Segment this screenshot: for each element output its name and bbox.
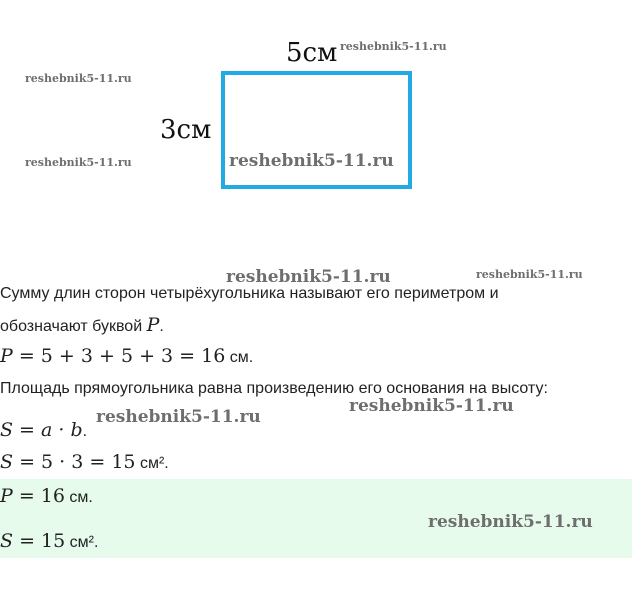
solution-line-1: Сумму длин сторон четырёхугольника называют его периметром и (0, 285, 499, 302)
watermark: reshebnik5-11.ru (349, 396, 514, 416)
perimeter-expression: = 5 + 3 + 5 + 3 = 16 (12, 345, 226, 367)
solution-line-2 (0, 314, 164, 336)
unit: см. (64, 489, 93, 506)
area-formula (0, 419, 87, 441)
watermark: reshebnik5-11.ru (340, 40, 447, 53)
perimeter-calculation (0, 345, 253, 367)
unit: см. (225, 349, 254, 366)
var-s: S (0, 530, 14, 552)
period: . (159, 318, 164, 335)
area-calculation (0, 451, 169, 473)
area-formula-expression: S = a · b (0, 419, 83, 441)
watermark: reshebnik5-11.ru (25, 72, 132, 85)
var-p: P (0, 345, 13, 367)
watermark: reshebnik5-11.ru (96, 407, 261, 427)
watermark: reshebnik5-11.ru (229, 151, 394, 171)
unit: см². (135, 455, 169, 472)
answer-area (0, 530, 98, 552)
answer-perimeter (0, 485, 93, 507)
watermark: reshebnik5-11.ru (25, 156, 132, 169)
answer-area-expression: = 15 (13, 530, 66, 552)
watermark: reshebnik5-11.ru (428, 512, 593, 532)
left-side-label: 3см (160, 115, 212, 145)
unit: см². (65, 534, 99, 551)
answer-perimeter-expression: = 16 (12, 485, 65, 507)
watermark: reshebnik5-11.ru (226, 267, 391, 287)
var-s: S (0, 451, 14, 473)
period: . (82, 423, 88, 440)
var-p: P (0, 485, 13, 507)
rectangle-figure (221, 71, 412, 189)
area-rule: Площадь прямоугольника равна произведению его основания на высоту: (0, 380, 548, 397)
watermark: reshebnik5-11.ru (476, 268, 583, 281)
var-p: P (146, 314, 160, 336)
solution-line-2-text: обозначают буквой (0, 318, 147, 335)
area-expression: = 5 · 3 = 15 (13, 451, 136, 473)
top-side-label: 5см (286, 38, 338, 68)
